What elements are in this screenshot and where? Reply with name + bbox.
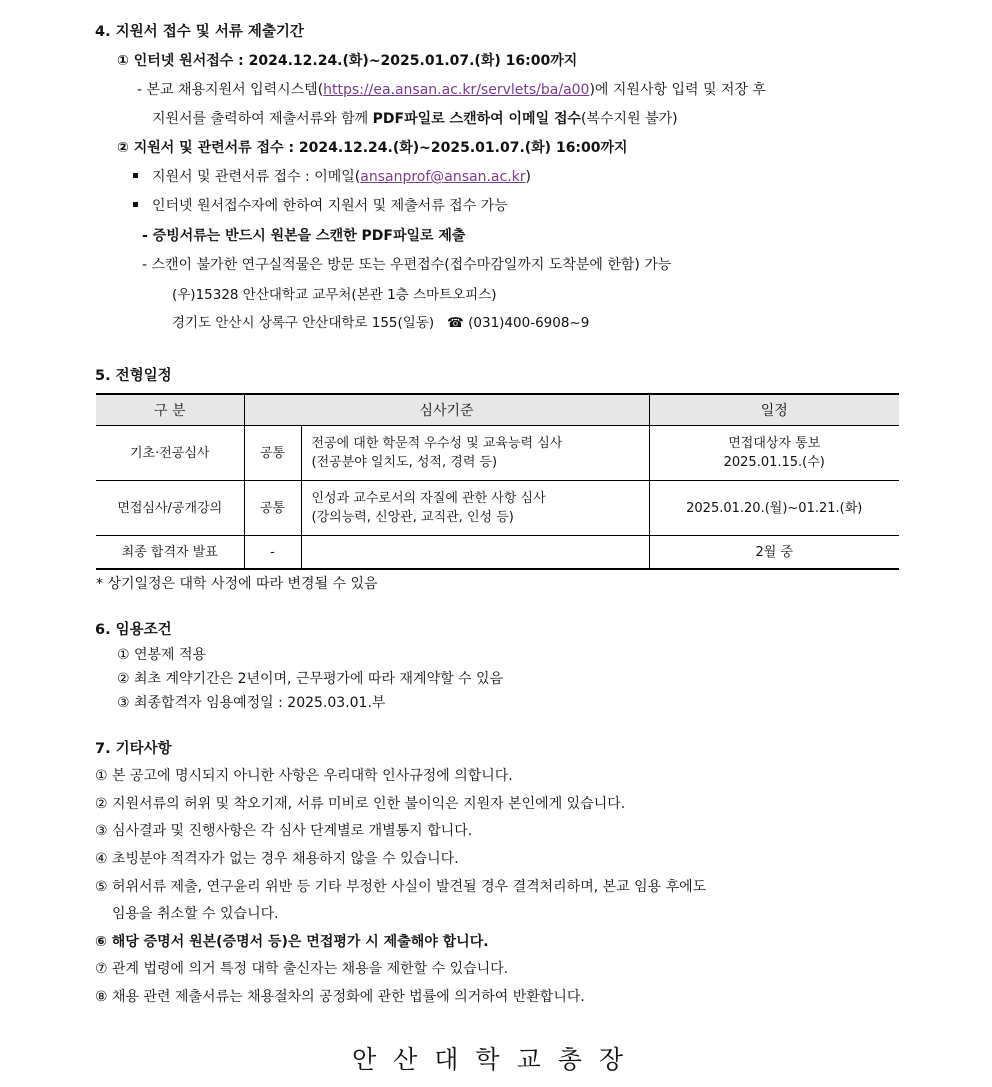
misc-item: ② 지원서류의 허위 및 착오기재, 서류 미비로 인한 불이익은 지원자 본인에게 있습니다. [95,796,626,812]
bullet-icon [133,202,138,207]
header-criteria: 심사기준 [244,394,649,426]
address-text: 경기도 안산시 상록구 안산대학로 155(일동) [172,315,435,331]
header-schedule: 일정 [649,394,899,426]
schedule-note: * 상기일정은 대학 사정에 따라 변경될 수 있음 [96,576,378,592]
row-category: 최종 합격자 발표 [96,536,244,570]
misc-item: ① 본 공고에 명시되지 아니한 사항은 우리대학 인사규정에 의합니다. [95,768,513,784]
misc-item: ⑧ 채용 관련 제출서류는 채용절차의 공정화에 관한 법률에 의거하여 반환합니다. [95,989,585,1005]
criteria-line: (전공분야 일치도, 성적, 경력 등) [311,455,498,470]
criteria-line: 전공에 대한 학문적 우수성 및 교육능력 심사 [311,436,563,451]
table-header-row [96,394,899,426]
desc-text: 지원서를 출력하여 제출서류와 함께 [152,111,373,127]
schedule-table [96,393,899,570]
table-row [96,481,899,536]
misc-item: ④ 초빙분야 적격자가 없는 경우 채용하지 않을 수 있습니다. [95,851,459,867]
address-line-1: (우)15328 안산대학교 교무처(본관 1층 스마트오피스) [172,287,497,303]
condition-item: ② 최초 계약기간은 2년이며, 근무평가에 따라 재계약할 수 있음 [117,671,504,687]
row-category: 면접심사/공개강의 [96,481,244,536]
bullet-text: ) [525,169,531,185]
phone-icon: ☎ [447,315,464,331]
row-type: - [244,536,301,570]
row-criteria [301,536,649,570]
signature-president: 안산대학교총장 [351,1045,641,1074]
schedule-line: 2025.01.15.(수) [723,455,825,470]
criteria-line: (강의능력, 신앙관, 교직관, 인성 등) [311,510,514,525]
phone-number: (031)400-6908~9 [468,315,590,331]
header-category: 구 분 [96,394,244,426]
submission-email-link[interactable]: ansanprof@ansan.ac.kr [360,169,526,185]
section-4-heading: 4. 지원서 접수 및 서류 제출기간 [95,24,304,40]
row-criteria [301,481,649,536]
desc-text: (복수지원 불가) [581,111,678,127]
condition-item: ③ 최종합격자 임용예정일 : 2025.03.01.부 [117,695,386,711]
application-system-link[interactable]: https://ea.ansan.ac.kr/servlets/ba/a00 [323,82,590,98]
bullet-icon [133,173,138,178]
row-category: 기초·전공심사 [96,426,244,481]
bullet-text: 지원서 및 관련서류 접수 : 이메일( [152,169,361,185]
bullet-email-submission [133,167,531,187]
row-schedule: 2월 중 [649,536,899,570]
section-6-heading: 6. 임용조건 [95,622,172,638]
section-5-heading: 5. 전형일정 [95,368,172,384]
scan-requirement: - 증빙서류는 반드시 원본을 스캔한 PDF파일로 제출 [142,228,466,244]
online-application-desc-line2 [152,109,678,129]
misc-item-continuation: 임용을 취소할 수 있습니다. [112,906,279,922]
online-application-desc-line1 [137,80,766,100]
bullet-text: 인터넷 원서접수자에 한하여 지원서 및 제출서류 접수 가능 [152,198,508,214]
online-application-title: ① 인터넷 원서접수 : 2024.12.24.(화)~2025.01.07.(화) 16:00까지 [117,53,578,69]
misc-item: ⑤ 허위서류 제출, 연구윤리 위반 등 기타 부정한 사실이 발견될 경우 결격처리하며, 본교 임용 후에도 [95,879,707,895]
row-criteria [301,426,649,481]
row-schedule [649,426,899,481]
bullet-eligibility [133,196,508,216]
desc-text: - 본교 채용지원서 입력시스템( [137,82,324,98]
misc-item-emphasis: ⑥ 해당 증명서 원본(증명서 등)은 면접평가 시 제출해야 합니다. [95,934,489,950]
condition-item: ① 연봉제 적용 [117,647,207,663]
row-type: 공통 [244,481,301,536]
document-submission-title: ② 지원서 및 관련서류 접수 : 2024.12.24.(화)~2025.01.07.(화) 16:00까지 [117,140,628,156]
table-row [96,536,899,570]
desc-text: )에 지원사항 입력 및 저장 후 [589,82,766,98]
row-type: 공통 [244,426,301,481]
mail-submission-note: - 스캔이 불가한 연구실적물은 방문 또는 우편접수(접수마감일까지 도착분에 한함) 가능 [142,257,672,273]
table-row [96,426,899,481]
misc-item: ③ 심사결과 및 진행사항은 각 심사 단계별로 개별통지 합니다. [95,823,473,839]
row-schedule: 2025.01.20.(월)~01.21.(화) [649,481,899,536]
misc-item: ⑦ 관계 법령에 의거 특정 대학 출신자는 채용을 제한할 수 있습니다. [95,961,509,977]
address-line-2 [172,313,589,333]
section-7-heading: 7. 기타사항 [95,741,172,757]
schedule-line: 면접대상자 통보 [728,436,821,451]
criteria-line: 인성과 교수로서의 자질에 관한 사항 심사 [311,491,546,506]
desc-emphasis: PDF파일로 스캔하여 이메일 접수 [372,111,582,127]
